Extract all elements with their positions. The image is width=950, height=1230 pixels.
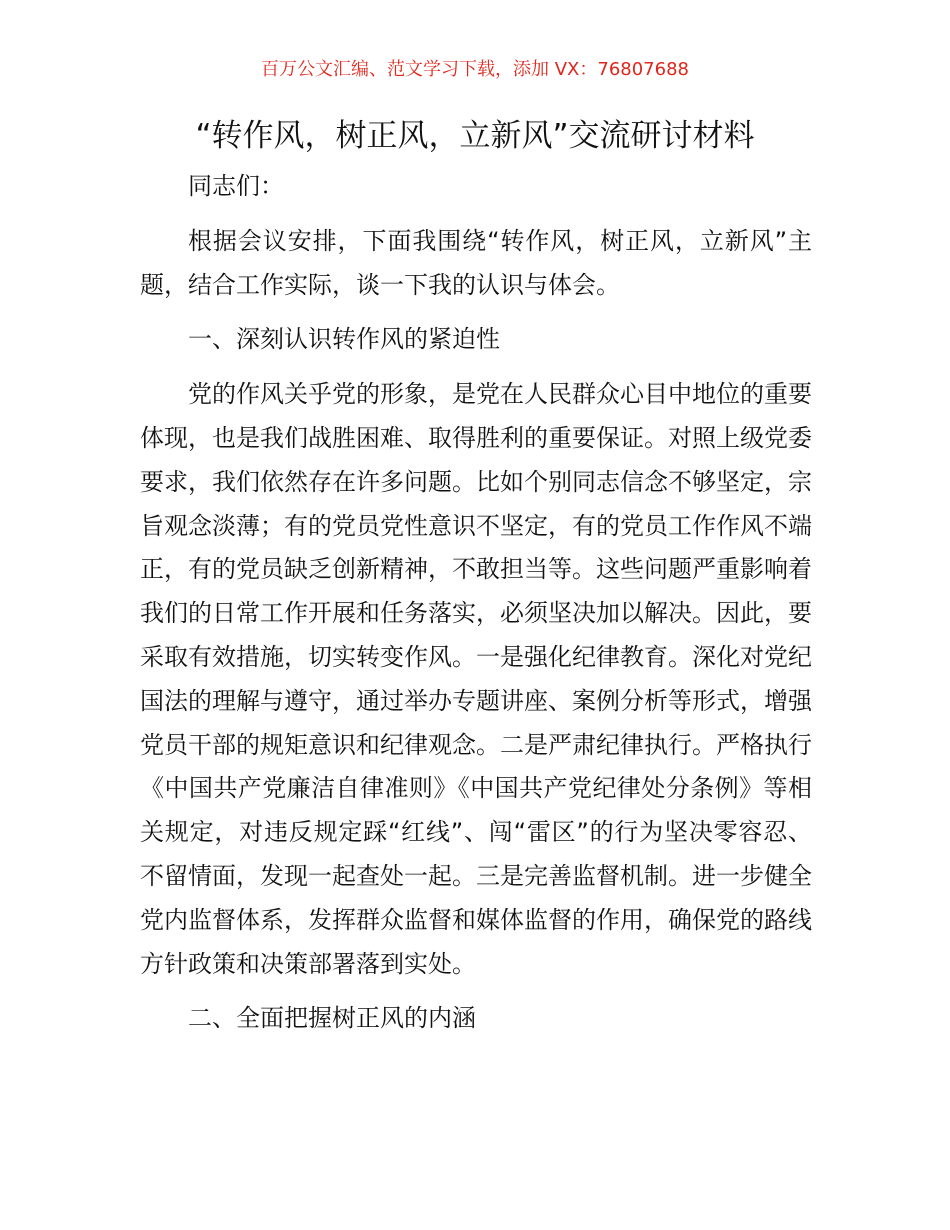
document-body: [140, 165, 812, 1041]
salutation: 同志们：: [188, 172, 284, 200]
section-1-paragraph: 党的作风关乎党的形象，是党在人民群众心目中地位的重要体现，也是我们战胜困难、取得胜利的重要保证。对照上级党委要求，我们依然存在许多问题。比如个别同志信念不够坚定，宗旨观念淡薄；有的党员党性意识不坚定，有的党员工作作风不端正，有的党员缺乏创新精神，不敢担当等。这些问题严重影响着我们的日常工作开展和任务落实，必须坚决加以解决。因此，要采取有效措施，切实转变作风。一是强化纪律教育。深化对党纪国法的理解与遵守，通过举办专题讲座、案例分析等形式，增强党员干部的规矩意识和纪律观念。二是严肃纪律执行。严格执行《中国共产党廉洁自律准则》《中国共产党纪律处分条例》等相关规定，对违反规定踩“红线”、闯“雷区”的行为坚决零容忍、不留情面，发现一起查处一起。三是完善监督机制。进一步健全党内监督体系，发挥群众监督和媒体监督的作用，确保党的路线方针政策和决策部署落到实处。: [140, 380, 812, 978]
document-title: “转作风，树正风，立新风”交流研讨材料: [195, 118, 755, 154]
section-1-heading: 一、深刻认识转作风的紧迫性: [188, 325, 500, 354]
watermark-header: 百万公文汇编、范文学习下载，添加 VX：76807688: [261, 59, 689, 80]
intro-paragraph: 根据会议安排，下面我围绕“转作风，树正风，立新风”主题，结合工作实际，谈一下我的认识与体会。: [140, 226, 812, 299]
section-2-heading: 二、全面把握树正风的内涵: [188, 1004, 476, 1033]
